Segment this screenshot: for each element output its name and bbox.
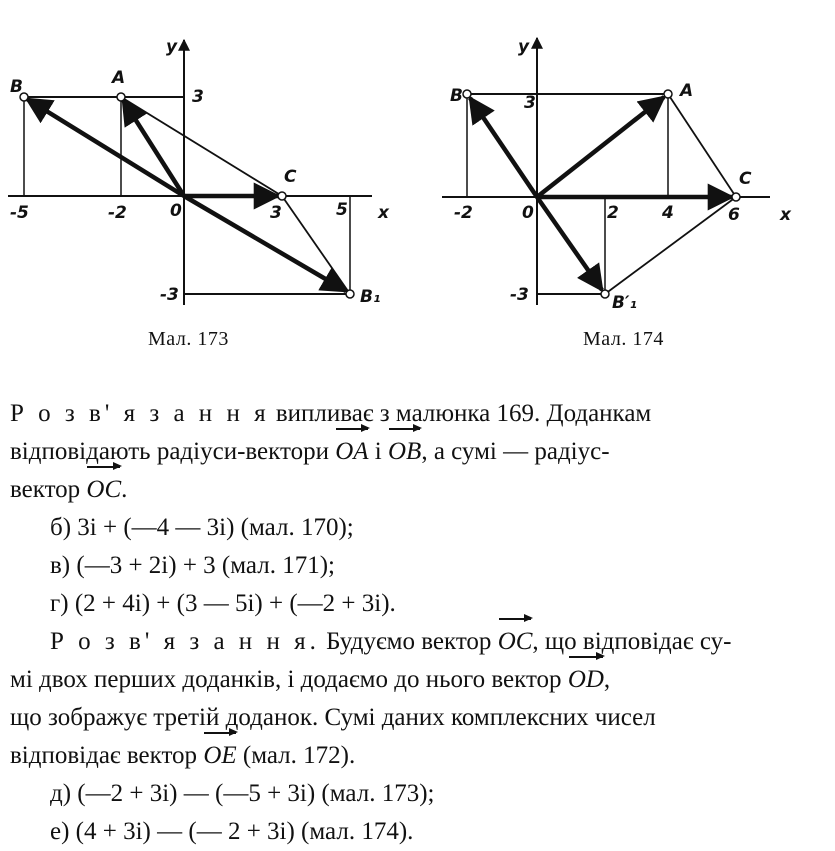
segment-a-c (121, 97, 282, 196)
x-tick-label: 2 (607, 203, 619, 223)
figure-173-svg (0, 0, 400, 360)
solution-heading: Р о з в' я з а н н я. (50, 628, 320, 655)
text-span: (мал. 172). (236, 742, 356, 769)
text-span: випливає з малюнка 169. Доданкам (269, 400, 652, 427)
point-a (117, 93, 125, 101)
text-span: мі двох перших доданків, і додаємо до нього вектор (10, 666, 568, 693)
exercise-item: в) (—3 + 2i) + 3 (мал. 171); (50, 552, 335, 579)
text-span: і (368, 438, 388, 465)
vector-ob (27, 99, 184, 196)
text-span: Будуємо вектор (319, 628, 498, 655)
origin-label: 0 (522, 203, 534, 223)
exercise-item: г) (2 + 4i) + (3 — 5i) + (—2 + 3i). (50, 590, 396, 617)
point-label-c: C (284, 167, 297, 187)
x-tick-label: 3 (270, 203, 282, 223)
text-span: , а сумі — радіус- (421, 438, 610, 465)
vector-oa (123, 100, 184, 196)
text-span: відповідають радіуси-вектори (10, 438, 336, 465)
figure-173 (0, 0, 400, 360)
figure-caption: Мал. 174 (583, 328, 664, 350)
point-label-b: B (10, 77, 23, 97)
vector-ob1 (184, 196, 346, 291)
figure-caption: Мал. 173 (148, 328, 229, 350)
point-label-a: A (680, 81, 694, 101)
vector-ob-label: OB (388, 433, 421, 471)
y-tick-label: 3 (192, 87, 204, 107)
point-label-b1: B′₁ (612, 293, 637, 313)
text-span: , що відповідає су- (532, 628, 732, 655)
point-b1 (601, 290, 609, 298)
text-line (10, 661, 810, 699)
point-c (732, 193, 740, 201)
vector-od-label: OD (568, 661, 604, 699)
axis-label-y: y (166, 37, 178, 57)
vector-oe-label: OE (203, 737, 236, 775)
vector-oc-label: OC (86, 471, 121, 509)
figure-174-svg (430, 0, 835, 360)
origin-label: 0 (170, 201, 182, 221)
axis-label-x: x (378, 203, 389, 223)
y-tick-label: -3 (510, 285, 529, 305)
x-tick-label: 5 (336, 200, 348, 220)
vector-oa-label: OA (335, 433, 368, 471)
axis-label-y: y (518, 37, 530, 57)
text-line (10, 471, 810, 509)
point-label-b: B (450, 86, 463, 106)
y-tick-label: 3 (524, 93, 536, 113)
figure-174 (430, 0, 835, 360)
vector-oc-label: OC (498, 623, 533, 661)
text-span: відповідає вектор (10, 742, 204, 769)
text-span: вектор (10, 476, 87, 503)
text-line (10, 623, 810, 661)
text-span: . (121, 476, 128, 503)
axis-label-x: x (780, 205, 791, 225)
point-a (664, 90, 672, 98)
point-label-b1: B₁ (360, 287, 381, 307)
segment-a-c (668, 94, 736, 197)
vector-ob1 (537, 197, 602, 290)
solution-text (10, 395, 810, 851)
y-tick-label: -3 (160, 285, 179, 305)
exercise-item: д) (—2 + 3i) — (—5 + 3i) (мал. 173); (50, 780, 435, 807)
text-line: що зображує третій доданок. Сумі даних комплексних чисел (10, 704, 656, 731)
exercise-item: б) 3i + (—4 — 3i) (мал. 170); (50, 514, 354, 541)
x-tick-label: -2 (108, 203, 127, 223)
text-span: , (603, 666, 611, 693)
x-tick-label: -5 (10, 203, 29, 223)
x-tick-label: -2 (454, 203, 473, 223)
figures-area (0, 0, 835, 360)
point-label-a: A (112, 68, 126, 88)
exercise-item: е) (4 + 3i) — (— 2 + 3i) (мал. 174). (50, 818, 414, 845)
x-tick-label: 6 (728, 205, 740, 225)
point-b1 (346, 290, 354, 298)
x-tick-label: 4 (662, 203, 674, 223)
solution-heading: Р о з в' я з а н н я (10, 400, 270, 427)
text-line (10, 737, 810, 775)
point-c (278, 192, 286, 200)
text-line (10, 433, 810, 471)
vector-oa (537, 97, 664, 197)
point-label-c: C (739, 169, 752, 189)
point-b (463, 90, 471, 98)
